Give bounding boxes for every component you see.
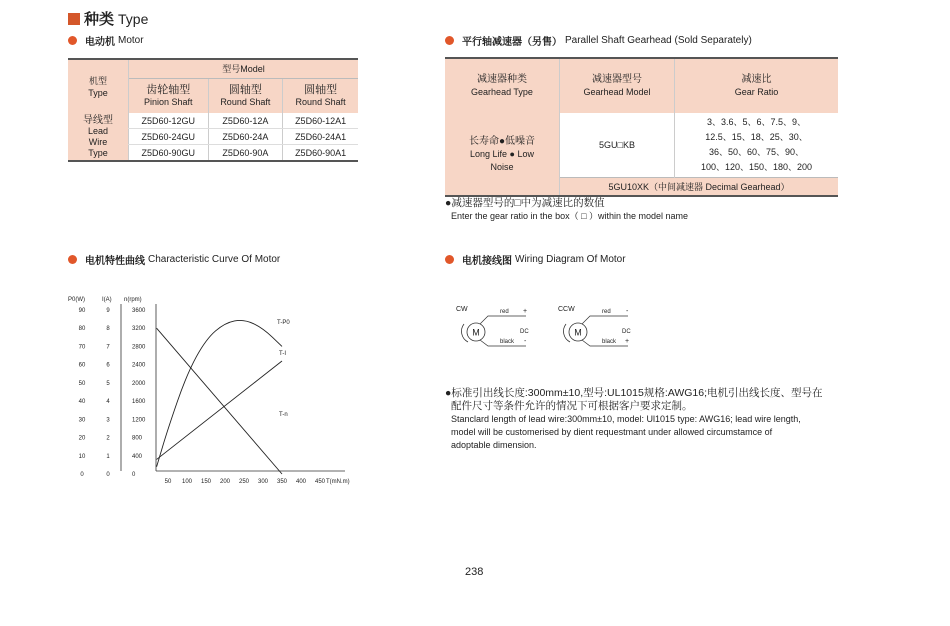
row-label-zh: 导线型 xyxy=(83,114,113,126)
h2-zh: 减速器型号 xyxy=(592,74,642,85)
col2-zh: 圆轴型 xyxy=(228,84,262,96)
bullet-icon xyxy=(68,255,77,264)
gear-ratio-cell xyxy=(675,113,839,178)
axis-tick-label: 4 xyxy=(106,399,110,406)
dc-label: DC xyxy=(520,329,529,335)
lead-note-zh2: 配件尺寸等条件允许的情况下可根据客户要求定制。 xyxy=(451,400,693,412)
axis-tick-label: 3600 xyxy=(132,308,146,314)
axis-label: P0(W) xyxy=(68,297,85,303)
red-wire xyxy=(582,316,628,324)
axis-tick-label: 20 xyxy=(78,435,86,442)
ccw-label: CCW xyxy=(558,306,575,313)
axis-tick-label: 9 xyxy=(106,308,110,314)
type-zh: 长寿命●低噪音 xyxy=(468,135,536,147)
axis-tick-label: 800 xyxy=(132,435,143,442)
axis-tick-label: 2400 xyxy=(132,362,146,369)
cw-label: CW xyxy=(456,306,468,313)
h3-en: Gear Ratio xyxy=(734,87,779,97)
row-label-en2: Wire xyxy=(88,136,108,147)
col2-en: Round Shaft xyxy=(220,97,271,107)
decimal-gearhead-cell: 5GU10XK（中间减速器 Decimal Gearhead） xyxy=(560,178,839,197)
axis-tick-label: 2 xyxy=(106,435,110,442)
bullet-icon xyxy=(68,36,77,45)
characteristic-curve-chart xyxy=(60,288,360,493)
gearhead-section-heading xyxy=(445,33,752,48)
col3-zh: 圆轴型 xyxy=(304,84,338,96)
series-line xyxy=(157,328,282,474)
ratio-line: 3、3.6、5、6、7.5、9、 xyxy=(706,117,807,127)
wiring-section-heading xyxy=(445,252,626,267)
motor-table xyxy=(68,58,358,162)
table-cell: Z5D60-12A xyxy=(208,113,283,129)
axis-tick-label: 0 xyxy=(132,472,136,478)
series-label: T-P0 xyxy=(277,320,290,326)
axis-tick-label: 0 xyxy=(80,472,84,478)
table-cell: Z5D60-12A1 xyxy=(283,113,358,129)
lead-note-en1: Stanclard length of lead wire:300mm±10, model: Ul1015 type: AWG16; lead wire length, xyxy=(451,414,801,424)
title-en: Type xyxy=(118,10,149,27)
dc-label: DC xyxy=(622,329,631,335)
x-tick-label: 200 xyxy=(219,479,231,485)
row-label-en3: Type xyxy=(88,147,108,158)
x-tick-label: 300 xyxy=(257,479,269,485)
gearhead-type-cell xyxy=(445,113,560,196)
axis-label: I(A) xyxy=(102,297,112,303)
h3-zh: 减速比 xyxy=(741,74,772,85)
ccw-diagram xyxy=(558,306,631,346)
ratio-line: 12.5、15、18、25、30、 xyxy=(705,132,808,142)
gearhead-heading-zh: 平行轴减速器（另售） xyxy=(462,37,562,48)
red-label: red xyxy=(500,309,509,315)
red-wire xyxy=(480,316,526,324)
axis-tick-label: 1600 xyxy=(132,399,146,406)
x-axis-label: T(mN.m) xyxy=(326,479,350,485)
axis-tick-label: 5 xyxy=(106,380,110,387)
gearhead-table xyxy=(445,57,838,197)
table-cell: Z5D60-90A1 xyxy=(283,145,358,162)
axis-label: n(rpm) xyxy=(124,297,142,303)
gearhead-model-header xyxy=(560,58,675,113)
table-cell: Z5D60-90GU xyxy=(129,145,209,162)
row-label-en1: Lead xyxy=(87,125,109,136)
col1-zh: 齿轮轴型 xyxy=(146,84,191,96)
black-label: black xyxy=(500,339,515,345)
h1-zh: 减速器种类 xyxy=(477,74,527,85)
gear-note-zh: ●减速器型号的□中为减速比的数值 xyxy=(445,197,605,209)
motor-heading-zh: 电动机 xyxy=(85,37,115,48)
black-sign: - xyxy=(524,338,527,345)
type-header-zh: 机型 xyxy=(88,75,107,86)
red-sign: - xyxy=(626,308,629,315)
h2-en: Gearhead Model xyxy=(583,87,651,97)
title-square-icon xyxy=(68,13,80,25)
type-en2: Noise xyxy=(490,161,514,172)
motor-label: M xyxy=(574,327,582,338)
motor-section-heading xyxy=(68,33,144,48)
axis-tick-label: 1200 xyxy=(132,417,146,424)
gearhead-type-header xyxy=(445,58,560,113)
axis-tick-label: 10 xyxy=(78,453,86,460)
type-header-en: Type xyxy=(88,87,108,98)
table-cell: Z5D60-24A1 xyxy=(283,129,358,145)
x-tick-label: 350 xyxy=(276,479,288,485)
gearhead-model-cell: 5GU□KB xyxy=(560,113,675,178)
series-line xyxy=(157,361,282,459)
motor-label: M xyxy=(472,327,480,338)
axis-tick-label: 50 xyxy=(78,380,86,387)
lead-note-en3: adoptable dimension. xyxy=(451,440,537,450)
table-cell: Z5D60-24GU xyxy=(129,129,209,145)
gear-ratio-header xyxy=(675,58,839,113)
x-tick-label: 450 xyxy=(314,479,326,485)
curve-heading-en: Characteristic Curve Of Motor xyxy=(148,254,281,265)
black-sign: + xyxy=(625,338,630,345)
page-title xyxy=(68,8,148,29)
black-label: black xyxy=(602,339,617,345)
axis-tick-label: 400 xyxy=(132,453,143,460)
axis-tick-label: 2000 xyxy=(132,380,146,387)
type-en1: Long Life ● Low xyxy=(470,148,534,159)
x-tick-label: 150 xyxy=(200,479,212,485)
bullet-icon xyxy=(445,36,454,45)
wiring-heading-zh: 电机接线图 xyxy=(462,256,512,267)
col-round-shaft-2 xyxy=(283,79,358,114)
series-label: T-n xyxy=(279,412,288,418)
lead-note-en2: model will be customerised by dient requestmant under allowed circumstamce of xyxy=(451,427,773,437)
lead-wire-note xyxy=(445,387,845,452)
lead-note-zh1: ●标准引出线长度:300mm±10,型号:UL1015规格:AWG16;电机引出线长度、型号在 xyxy=(445,387,823,399)
page-number: 238 xyxy=(465,566,484,578)
axis-tick-label: 2800 xyxy=(132,344,146,351)
axis-tick-label: 3 xyxy=(106,417,110,424)
axis-tick-label: 90 xyxy=(78,308,86,314)
h1-en: Gearhead Type xyxy=(471,87,533,97)
table-cell: Z5D60-12GU xyxy=(129,113,209,129)
title-zh: 种类 xyxy=(84,11,115,28)
axis-tick-label: 6 xyxy=(106,362,110,369)
axis-tick-label: 80 xyxy=(78,326,86,333)
axis-tick-label: 0 xyxy=(106,472,110,478)
axis-tick-label: 3200 xyxy=(132,326,146,333)
axis-tick-label: 40 xyxy=(78,399,86,406)
x-tick-label: 100 xyxy=(181,479,193,485)
table-cell: Z5D60-24A xyxy=(208,129,283,145)
col3-en: Round Shaft xyxy=(295,97,346,107)
x-tick-label: 400 xyxy=(295,479,307,485)
wiring-heading-en: Wiring Diagram Of Motor xyxy=(515,254,626,265)
motor-heading-en: Motor xyxy=(118,35,144,46)
ratio-line: 100、120、150、180、200 xyxy=(700,162,813,172)
axis-tick-label: 30 xyxy=(78,417,86,424)
axis-tick-label: 1 xyxy=(106,453,110,460)
gear-note xyxy=(445,197,688,223)
red-sign: + xyxy=(523,308,528,315)
axis-tick-label: 8 xyxy=(106,326,110,333)
col-round-shaft-1 xyxy=(208,79,283,114)
x-tick-label: 50 xyxy=(164,479,172,485)
ratio-line: 36、50、60、75、90、 xyxy=(708,147,805,157)
gear-note-en: Enter the gear ratio in the box（ □ ）within the model name xyxy=(451,211,689,221)
axis-tick-label: 70 xyxy=(78,344,86,351)
col1-en: Pinion Shaft xyxy=(143,97,193,107)
col-pinion-shaft xyxy=(129,79,209,114)
curve-section-heading xyxy=(68,252,280,267)
gearhead-heading-en: Parallel Shaft Gearhead (Sold Separately) xyxy=(565,35,752,46)
lead-wire-type-label xyxy=(68,113,129,161)
series-label: T-I xyxy=(279,351,286,357)
table-cell: Z5D60-90A xyxy=(208,145,283,162)
table-row xyxy=(68,113,358,129)
cw-diagram xyxy=(456,306,529,346)
bullet-icon xyxy=(445,255,454,264)
curve-heading-zh: 电机特性曲线 xyxy=(85,256,145,267)
red-label: red xyxy=(602,309,611,315)
axis-tick-label: 7 xyxy=(106,344,110,351)
x-tick-label: 250 xyxy=(238,479,250,485)
model-header: 型号Model xyxy=(129,59,359,79)
axis-tick-label: 60 xyxy=(78,362,86,369)
type-header xyxy=(68,59,129,113)
wiring-diagrams xyxy=(450,296,660,356)
